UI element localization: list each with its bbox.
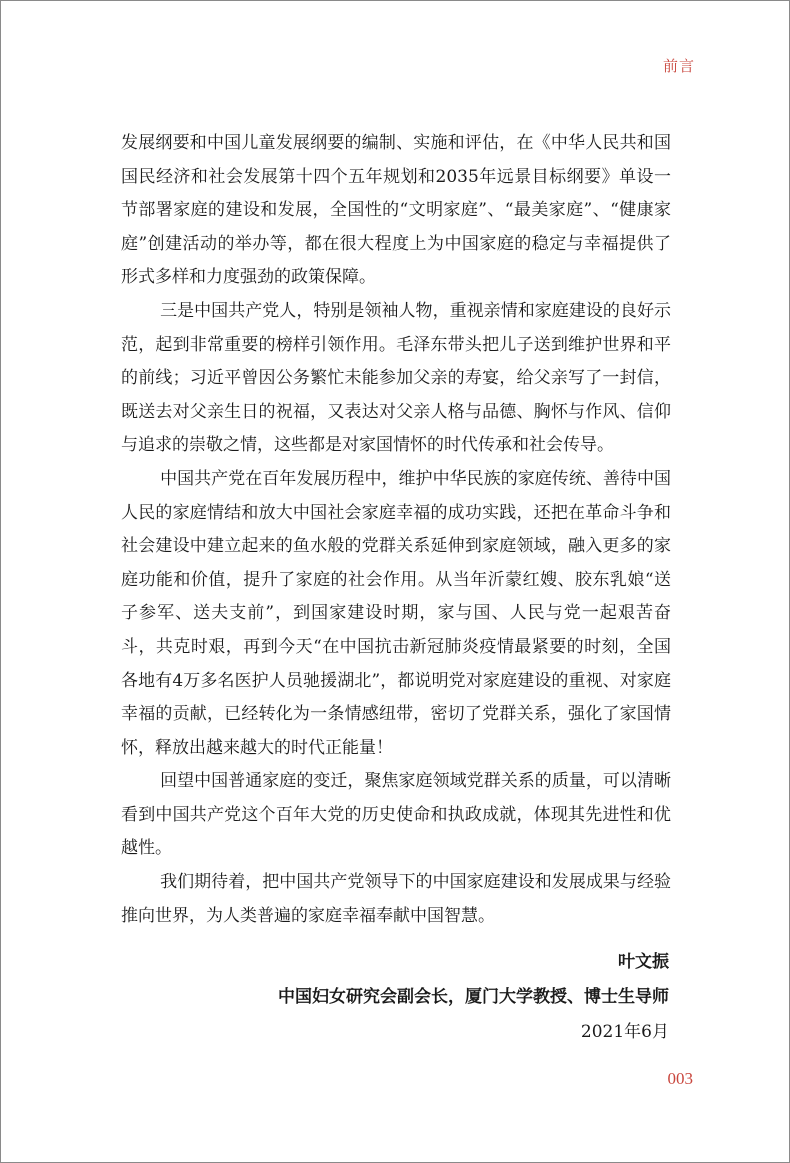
- paragraph: 三是中国共产党人，特别是领袖人物，重视亲情和家庭建设的良好示范，起到非常重要的榜样引领作用。毛泽东带头把儿子送到维护世界和平的前线；习近平曾因公务繁忙未能参加父亲的寿宴，给父亲写了一封信，既送去对父亲生日的祝福，又表达对父亲人格与品德、胸怀与作风、信仰与追求的崇敬之情，这些都是对家国情怀的时代传承和社会传导。: [121, 300, 671, 456]
- paragraph: 我们期待着，把中国共产党领导下的中国家庭建设和发展成果与经验推向世界，为人类普遍的家庭幸福奉献中国智慧。: [121, 872, 671, 926]
- signature-block: [278, 945, 669, 1050]
- author-affiliation: 中国妇女研究会副会长，厦门大学教授、博士生导师: [278, 987, 669, 1007]
- page-number: 003: [667, 1069, 693, 1088]
- paragraph: 回望中国普通家庭的变迁，聚焦家庭领域党群关系的质量，可以清晰看到中国共产党这个百年大党的历史使命和执政成就，体现其先进性和优越性。: [121, 771, 671, 859]
- running-header-title: 前言: [662, 57, 695, 75]
- signature-date: 2021年6月: [580, 1022, 669, 1042]
- author-name: 叶文振: [618, 952, 669, 972]
- body-text: [121, 127, 671, 933]
- paragraph: 中国共产党在百年发展历程中，维护中华民族的家庭传统、善待中国人民的家庭情结和放大中国社会家庭幸福的成功实践，还把在革命斗争和社会建设中建立起来的鱼水般的党群关系延伸到家庭领域，融入更多的家庭功能和价值，提升了家庭的社会作用。从当年沂蒙红嫂、胶东乳娘“送子参军、送夫支前”，到国家建设时期，家与国、人民与党一起艰苦奋斗，共克时艰，再到今天“在中国抗击新冠肺炎疫情最紧要的时刻，全国各地有4万多名医护人员驰援湖北”，都说明党对家庭建设的重视、对家庭幸福的贡献，已经转化为一条情感纽带，密切了党群关系，强化了家国情怀，释放出越来越大的时代正能量！: [121, 468, 671, 758]
- paragraph-continued: 发展纲要和中国儿童发展纲要的编制、实施和评估，在《中华人民共和国国民经济和社会发展第十四个五年规划和2035年远景目标纲要》单设一节部署家庭的建设和发展，全国性的“文明家庭”、“最美家庭”、“健康家庭”创建活动的举办等，都在很大程度上为中国家庭的稳定与幸福提供了形式多样和力度强劲的政策保障。: [121, 133, 671, 288]
